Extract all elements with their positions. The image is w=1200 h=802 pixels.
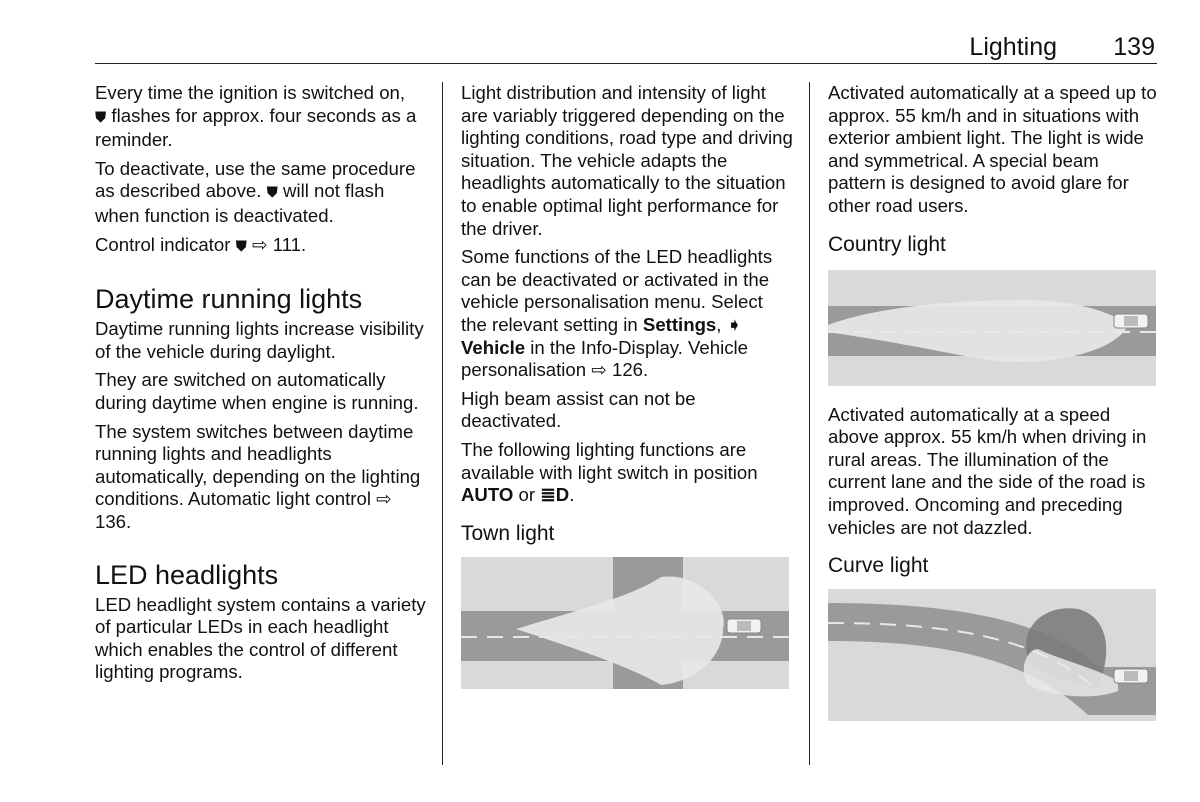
text: Every time the ignition is switched on, [95,82,406,103]
warning-indicator-icon: ⛊ [235,237,247,255]
warning-indicator-icon: ⛊ [95,108,107,126]
heading-curve-light: Curve light [828,554,929,578]
heading-led-headlights: LED headlights [95,559,279,590]
heading-town-light: Town light [461,521,555,545]
header-divider [95,63,1157,64]
text: Control indicator [95,233,236,255]
settings-menu-label: Settings [642,313,717,335]
text: will not flash when function is deactivated. [95,180,385,226]
column-divider [809,82,810,765]
paragraph: High beam assist can not be deactivated. [461,387,696,432]
paragraph: Light distribution and intensity of light are variably triggered depending on the lighting conditions, road type and driving situation. The vehicle adapts the headlights automatically to the situation to enable optimal light performance for the driver. [461,82,793,239]
text: To deactivate, use the same procedure as described above. [95,157,416,202]
car-icon [1114,669,1148,683]
text: in the Info-Display. Vehicle personalisation ⇨ 126. [461,336,748,381]
text: The following lighting functions are available with light switch in position [461,438,758,483]
text: flashes for approx. four seconds as a reminder. [95,104,417,151]
paragraph [95,82,427,152]
paragraph: Activated automatically at a speed above approx. 55 km/h when driving in rural areas. The illumination of the current lane and the side of the road is improved. Oncoming and preceding vehicles are not dazzled. [828,403,1147,538]
curve-light-illustration [828,589,1156,721]
paragraph [461,439,793,507]
paragraph: Activated automatically at a speed up to approx. 55 km/h and in situations with exterior ambient light. The light is wide and symmetrical. A special beam pattern is designed to avoid glare for other road users. [828,82,1157,216]
paragraph: The system switches between daytime running lights and headlights automatically, depending on the lighting conditions. Automatic light control ⇨ 136. [95,420,421,532]
column-3 [828,82,1160,733]
paragraph: They are switched on automatically during daytime when engine is running. [95,369,419,413]
country-light-illustration [828,270,1156,386]
paragraph [461,246,793,382]
paragraph [95,158,427,228]
car-icon [727,619,761,633]
heading-country-light: Country light [828,232,946,256]
cross-reference-link[interactable]: ⇨ 111. [246,233,307,255]
town-light-illustration [461,557,789,689]
column-divider [442,82,443,765]
text: Some functions of the LED headlights can be deactivated or activated in the vehicle personalisation menu. Select the relevant setting in [461,246,773,335]
page-header [95,33,1157,63]
text: . [569,484,575,506]
section-title: Lighting [969,33,1057,61]
column-1 [95,82,427,690]
paragraph [95,234,427,259]
paragraph: Daytime running lights increase visibility of the vehicle during daylight. [95,318,424,362]
car-icon [1114,314,1148,328]
arrow-reference-icon: , ➧ [716,313,743,335]
auto-position-label: AUTO [461,484,514,506]
headlight-symbol-icon: ≣D [540,484,570,506]
text: or [513,484,541,506]
heading-daytime-running-lights: Daytime running lights [95,284,363,315]
column-2 [461,82,793,701]
page-number: 139 [1113,33,1155,61]
paragraph: LED headlight system contains a variety of particular LEDs in each headlight which enables the control of different lighting programs. [95,593,426,683]
vehicle-menu-label: Vehicle [461,336,526,358]
warning-indicator-icon: ⛊ [266,184,278,202]
